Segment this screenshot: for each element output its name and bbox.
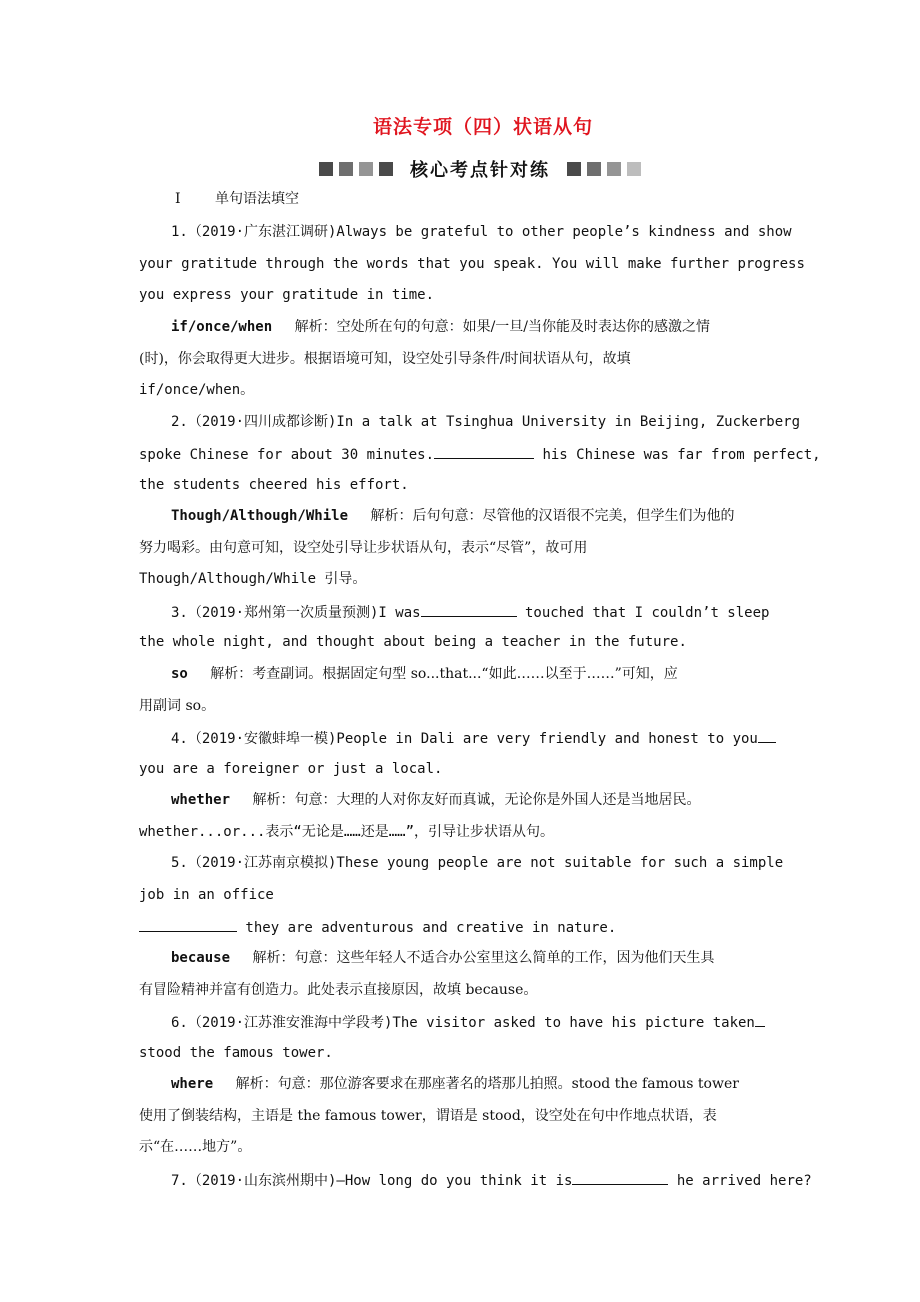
banner-square-icon [567, 162, 581, 176]
q1-line-2: your gratitude through the words that you speak. You will make further progress [139, 256, 805, 272]
q3-explanation-1: so 解析：考查副词。根据固定句型 so...that...“如此……以至于……”可知，应 [171, 666, 678, 682]
banner-square-icon [607, 162, 621, 176]
banner-square-icon [339, 162, 353, 176]
q1-explanation-1: if/once/when 解析：空处所在句的句意：如果/一旦/当你能及时表达你的感激之情 [171, 319, 711, 335]
q3-line-1: 3.（2019·郑州第一次质量预测)I was touched that I couldn’t sleep [171, 602, 769, 622]
q2-explanation-3: Though/Although/While 引导。 [139, 571, 367, 587]
q3-answer: so [171, 666, 188, 682]
q7-line-1: 7.（2019·山东滨州期中)—How long do you think it is he arrived here? [171, 1170, 812, 1190]
banner-square-icon [359, 162, 373, 176]
answer-blank [139, 917, 237, 932]
banner-square-icon [319, 162, 333, 176]
q1-line-1: 1.（2019·广东湛江调研)Always be grateful to other people’s kindness and show [171, 224, 792, 240]
answer-blank [572, 1170, 668, 1185]
answer-blank [421, 602, 517, 617]
q2-explanation-1: Though/Although/While 解析：后句句意：尽管他的汉语很不完美，但学生们为他的 [171, 508, 735, 524]
q2-line-2: spoke Chinese for about 30 minutes. his Chinese was far from perfect, [139, 444, 821, 464]
q3-explanation-2: 用副词 so。 [139, 698, 216, 714]
q6-explanation-2: 使用了倒装结构，主语是 the famous tower，谓语是 stood，设空处在句中作地点状语，表 [139, 1108, 717, 1124]
answer-blank [434, 444, 534, 459]
q3-line-2: the whole night, and thought about being a teacher in the future. [139, 634, 687, 650]
q2-answer: Though/Although/While [171, 508, 349, 524]
answer-blank [755, 1012, 765, 1027]
q6-explanation-3: 示“在……地方”。 [139, 1139, 252, 1155]
q1-explanation-2: (时)，你会取得更大进步。根据语境可知，设空处引导条件/时间状语从句，故填 [139, 351, 631, 367]
q4-line-1: 4.（2019·安徽蚌埠一模)People in Dali are very friendly and honest to you [171, 728, 776, 748]
q5-line-2: job in an office [139, 887, 274, 903]
q6-line-1: 6.（2019·江苏淮安淮海中学段考)The visitor asked to have his picture taken [171, 1012, 765, 1032]
q5-explanation-1: because 解析：句意：这些年轻人不适合办公室里这么简单的工作，因为他们天生具 [171, 950, 715, 966]
q4-explanation-1: whether 解析：句意：大理的人对你友好而真诚，无论你是外国人还是当地居民。 [171, 792, 701, 808]
q5-line-3: they are adventurous and creative in nature. [139, 917, 616, 937]
banner-title: 核心考点针对练 [410, 160, 550, 181]
page-title: 语法专项（四）状语从句 [372, 116, 593, 138]
answer-blank [758, 728, 776, 743]
banner-square-icon [587, 162, 601, 176]
section-banner [290, 156, 670, 182]
section-label: 单句语法填空 [214, 191, 299, 207]
q4-answer: whether [171, 792, 231, 808]
q5-answer: because [171, 950, 231, 966]
q1-line-3: you express your gratitude in time. [139, 287, 435, 303]
q1-explanation-3: if/once/when。 [139, 382, 255, 398]
q4-explanation-2: whether...or...表示“无论是……还是……”，引导让步状语从句。 [139, 824, 555, 840]
banner-square-icon [379, 162, 393, 176]
q6-line-2: stood the famous tower. [139, 1045, 333, 1061]
q5-line-1: 5.（2019·江苏南京模拟)These young people are not suitable for such a simple [171, 855, 784, 871]
q1-answer: if/once/when [171, 319, 273, 335]
q4-line-2: you are a foreigner or just a local. [139, 761, 443, 777]
q5-explanation-2: 有冒险精神并富有创造力。此处表示直接原因，故填 because。 [139, 982, 538, 998]
q6-explanation-1: where 解析：句意：那位游客要求在那座著名的塔那儿拍照。stood the famous tower [171, 1076, 739, 1092]
q2-line-1: 2.（2019·四川成都诊断)In a talk at Tsinghua University in Beijing, Zuckerberg [171, 414, 801, 430]
q2-explanation-2: 努力喝彩。由句意可知，设空处引导让步状语从句，表示“尽管”，故可用 [139, 540, 588, 556]
section-number: Ⅰ [175, 191, 181, 207]
section-heading [175, 190, 299, 208]
q2-line-3: the students cheered his effort. [139, 477, 409, 493]
banner-square-icon [627, 162, 641, 176]
q6-answer: where [171, 1076, 214, 1092]
